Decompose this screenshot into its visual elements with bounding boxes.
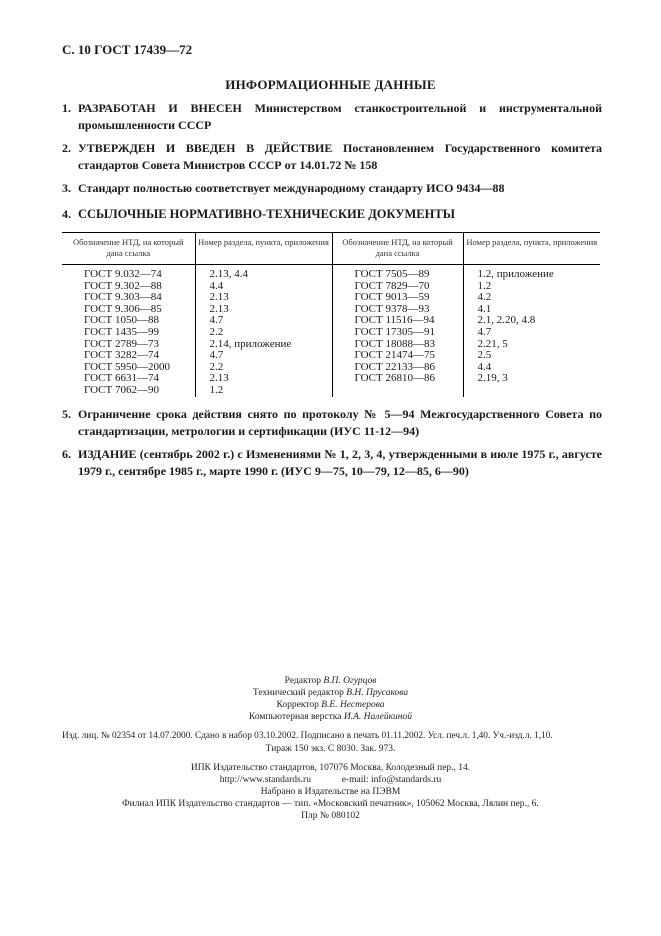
credit-corrector-role: Корректор	[276, 700, 319, 710]
table-cell: 2.13	[195, 373, 332, 385]
table-cell	[332, 385, 463, 397]
table-cell: ГОСТ 1050—88	[84, 314, 159, 327]
table-cell: 4.4	[195, 281, 332, 293]
imprint-line-1: Изд. лиц. № 02354 от 14.07.2000. Сдано в набор 03.10.2002. Подписано в печать 01.11.2002. Усл. печ.л. 1,40. Уч.-изд.л. 1,10.	[62, 731, 553, 741]
credit-corrector-name: В.Е. Нестерова	[321, 700, 385, 710]
table-cell: 2.2	[195, 327, 332, 339]
table-cell: 4.7	[195, 315, 332, 327]
table-cell: 4.2	[463, 292, 600, 304]
section-2-number: 2.	[62, 141, 71, 155]
table-header-row	[62, 233, 600, 265]
table-cell: ГОСТ 9.302—88	[84, 279, 162, 292]
publisher-email[interactable]: e-mail: info@standards.ru	[341, 775, 442, 785]
section-5-text: Ограничение срока действия снято по протоколу № 5—94 Межгосударственного Совета по стандартизации, метрологии и сертификации (ИУС 11-12—94)	[78, 407, 602, 438]
publisher-website[interactable]: http://www.standards.ru	[219, 775, 311, 785]
table-cell: ГОСТ 2789—73	[84, 337, 159, 350]
table-cell: 2.19, 3	[463, 373, 600, 385]
publisher-contacts	[0, 775, 661, 785]
table-cell: 4.4	[463, 362, 600, 374]
table-cell: 2.13	[195, 304, 332, 316]
page-header: С. 10 ГОСТ 17439—72	[62, 42, 193, 57]
references-table	[62, 232, 600, 397]
col-header-section: Номер раздела, пункта, приложения	[195, 233, 332, 265]
table-row	[62, 265, 600, 281]
table-cell: ГОСТ 11516—94	[332, 315, 463, 327]
table-cell: ГОСТ 1435—99	[84, 325, 159, 338]
col-header-designation: Обозначение НТД, на который дана ссылка	[62, 233, 195, 265]
table-cell: 4.7	[463, 327, 600, 339]
table-cell: ГОСТ 9.032—74	[84, 268, 162, 280]
credit-editor-name: В.П. Огурцов	[323, 676, 377, 686]
section-3	[62, 180, 602, 197]
table-row	[62, 350, 600, 362]
credit-tech-editor	[0, 688, 661, 698]
credit-layout	[0, 712, 661, 722]
table-cell: 2.5	[463, 350, 600, 362]
table-cell: 2.21, 5	[463, 339, 600, 351]
credit-tech-name: В.Н. Прусакова	[346, 688, 409, 698]
credit-layout-role: Компьютерная верстка	[249, 712, 342, 722]
section-5-number: 5.	[62, 407, 71, 421]
table-cell: ГОСТ 18088—83	[332, 339, 463, 351]
section-3-text: Стандарт полностью соответствует международному стандарту ИСО 9434—88	[78, 181, 505, 195]
col-header-designation-2: Обозначение НТД, на который дана ссылка	[332, 233, 463, 265]
section-1	[62, 100, 602, 134]
section-2-lead: УТВЕРЖДЕН И ВВЕДЕН В ДЕЙСТВИЕ	[78, 141, 333, 155]
table-cell: 2.1, 2.20, 4.8	[463, 315, 600, 327]
table-cell: 4.7	[195, 350, 332, 362]
page-title: ИНФОРМАЦИОННЫЕ ДАННЫЕ	[225, 77, 436, 92]
col-header-section-2: Номер раздела, пункта, приложения	[463, 233, 600, 265]
section-3-number: 3.	[62, 181, 71, 195]
credit-corrector	[0, 700, 661, 710]
table-cell: ГОСТ 3282—74	[84, 349, 159, 362]
table-cell: 4.1	[463, 304, 600, 316]
section-4-number: 4.	[62, 207, 71, 221]
publisher-typeset: Набрано в Издательстве на ПЭВМ	[260, 787, 401, 797]
table-cell: ГОСТ 9013—59	[332, 292, 463, 304]
section-6-text: ИЗДАНИЕ (сентябрь 2002 г.) с Изменениями № 1, 2, 3, 4, утвержденными в июле 1975 г., августе 1979 г., сентябре 1985 г., марте 1990 г. (ИУС 9—75, 10—79, 12—85, 6—90)	[78, 447, 602, 478]
table-cell: ГОСТ 7505—89	[332, 265, 463, 281]
table-cell: ГОСТ 22133—86	[332, 362, 463, 374]
table-cell: ГОСТ 9.306—85	[84, 302, 162, 315]
table-cell: ГОСТ 9.303—84	[84, 291, 162, 304]
table-cell: 1.2	[195, 385, 332, 397]
table-cell: 1.2	[463, 281, 600, 293]
table-cell: ГОСТ 5950—2000	[84, 360, 170, 373]
section-1-text: Министерством станкостроительной и инструментальной промышленности СССР	[78, 101, 603, 132]
imprint-line-2: Тираж 150 экз. С 8030. Зак. 973.	[265, 744, 396, 754]
credit-layout-name: И.А. Налейкиной	[343, 712, 412, 722]
section-2-text: Постановлением Государственного комитета стандартов Совета Министров СССР от 14.01.72 № 158	[78, 141, 602, 172]
section-1-lead: РАЗРАБОТАН И ВНЕСЕН	[78, 101, 242, 115]
table-cell: ГОСТ 26810—86	[332, 373, 463, 385]
table-cell: ГОСТ 7062—90	[84, 383, 159, 396]
credit-editor	[0, 676, 661, 686]
table-cell: ГОСТ 6631—74	[84, 372, 159, 385]
table-cell: ГОСТ 21474—75	[332, 350, 463, 362]
table-cell	[463, 385, 600, 397]
section-2	[62, 140, 602, 174]
table-cell: 2.13, 4.4	[195, 265, 332, 281]
section-5	[62, 406, 602, 440]
credit-editor-role: Редактор	[284, 676, 321, 686]
table-cell: 2.2	[195, 362, 332, 374]
section-1-number: 1.	[62, 101, 71, 115]
publisher-license: Плр № 080102	[301, 811, 360, 821]
table-cell: 2.13	[195, 292, 332, 304]
section-6	[62, 446, 602, 480]
table-cell: 2.14, приложение	[195, 339, 332, 351]
table-row	[62, 385, 600, 397]
table-cell: 1.2, приложение	[463, 265, 600, 281]
table-row	[62, 327, 600, 339]
table-cell: ГОСТ 17305—91	[332, 327, 463, 339]
publisher-branch: Филиал ИПК Издательство стандартов — тип. «Московский печатник», 105062 Москва, Лялин пер., 6.	[122, 799, 539, 809]
section-4-text: ССЫЛОЧНЫЕ НОРМАТИВНО-ТЕХНИЧЕСКИЕ ДОКУМЕНТЫ	[78, 207, 455, 221]
publisher-address: ИПК Издательство стандартов, 107076 Москва, Колодезный пер., 14.	[190, 763, 471, 773]
section-6-number: 6.	[62, 447, 71, 461]
table-cell: ГОСТ 9378—93	[332, 304, 463, 316]
table-cell: ГОСТ 7829—70	[332, 281, 463, 293]
credit-tech-role: Технический редактор	[252, 688, 344, 698]
section-4	[62, 206, 602, 223]
